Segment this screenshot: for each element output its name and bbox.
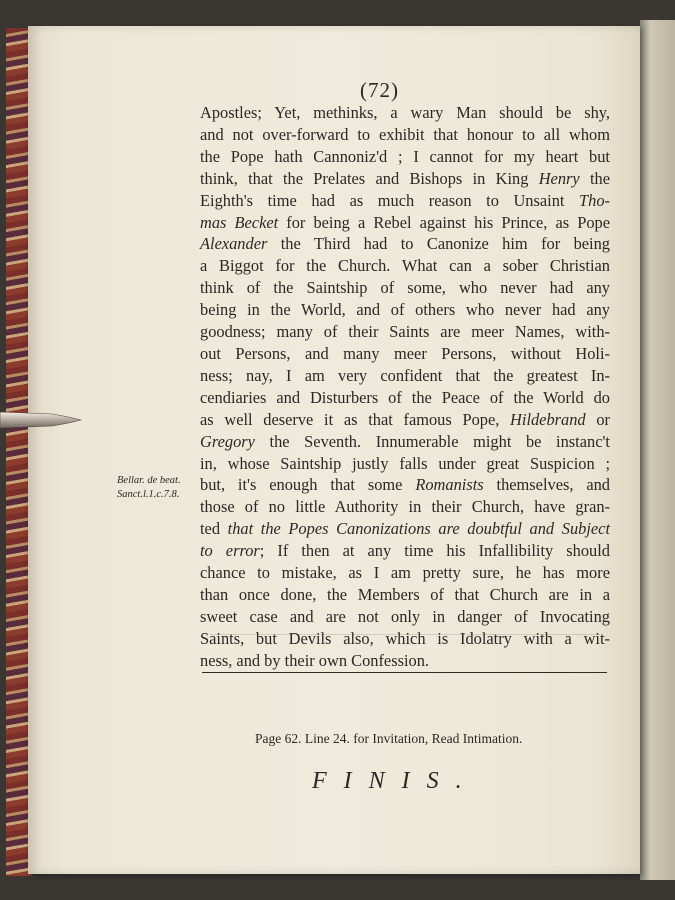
text-line bbox=[200, 299, 610, 321]
text-line bbox=[200, 474, 610, 496]
text-segment: ted bbox=[200, 519, 228, 539]
text-segment: goodness; many of their Saints are meer Names, with- bbox=[200, 322, 610, 342]
text-segment: or bbox=[585, 409, 610, 429]
text-segment: out Persons, and many meer Persons, without Holi- bbox=[200, 343, 610, 363]
text-line bbox=[200, 124, 610, 146]
text-line bbox=[200, 387, 610, 409]
text-line bbox=[200, 365, 610, 387]
italic-segment: ; If then at any time his Infallibility should bbox=[259, 541, 610, 561]
text-segment: think of the Saintship of some, who never had any bbox=[200, 278, 610, 298]
text-line bbox=[200, 496, 610, 518]
text-line bbox=[200, 255, 610, 277]
text-line bbox=[200, 562, 610, 584]
text-segment: and not over-forward to exhibit that honour to all whom bbox=[200, 124, 610, 144]
text-segment: than once done, the Members of that Church are in a bbox=[200, 584, 610, 604]
text-segment: Saints, but Devils also, which is Idolatry with a wit- bbox=[200, 628, 610, 648]
text-line bbox=[200, 650, 610, 672]
erratum-wrong: Invitation bbox=[372, 731, 425, 746]
erratum-middle: , Read bbox=[424, 731, 463, 746]
text-line bbox=[200, 146, 610, 168]
text-segment: ness, and by their own Confession. bbox=[200, 650, 429, 670]
text-line bbox=[200, 628, 610, 650]
text-segment: chance to mistake, as I am pretty sure, he has more bbox=[200, 563, 610, 583]
text-segment: those of no little Authority in their Church, have gran- bbox=[200, 497, 610, 517]
text-segment: sweet case and are not only in danger of Invocating bbox=[200, 606, 610, 626]
text-line bbox=[200, 518, 610, 540]
page-number: (72) bbox=[360, 78, 399, 102]
erratum-note bbox=[255, 731, 522, 747]
italic-segment: Tho- bbox=[579, 190, 610, 210]
pointer-stylus-icon bbox=[0, 409, 82, 431]
text-line bbox=[200, 343, 610, 365]
italic-segment: Henry bbox=[538, 168, 580, 188]
text-segment: themselves, and bbox=[483, 475, 610, 495]
faint-divider bbox=[210, 634, 600, 635]
text-segment: ness; nay, I am very confident that the greatest In- bbox=[200, 365, 610, 385]
text-segment: think, that the Prelates and Bishops in King bbox=[200, 168, 539, 188]
italic-segment: Gregory bbox=[200, 431, 255, 451]
finis-heading: FINIS. bbox=[312, 768, 479, 794]
text-segment: the Seventh. Innumerable might be instanc't bbox=[254, 431, 610, 451]
margin-citation-line-1: Bellar. de beat. bbox=[117, 475, 181, 486]
text-segment: the Third had to Canonize him for being bbox=[267, 234, 610, 254]
body-text bbox=[200, 102, 610, 672]
text-line bbox=[200, 606, 610, 628]
erratum-right: Intimation. bbox=[462, 731, 523, 746]
text-line bbox=[200, 233, 610, 255]
text-segment: a Biggot for the Church. What can a sober Christian bbox=[200, 256, 610, 276]
text-segment: in, whose Saintship justly falls under great Suspicion ; bbox=[200, 453, 610, 473]
italic-segment: Romanists bbox=[415, 475, 484, 495]
section-divider bbox=[202, 672, 607, 673]
text-segment: for being a Rebel against his Prince, as Pope bbox=[278, 212, 610, 232]
text-segment: to error bbox=[200, 541, 260, 561]
text-segment: as well deserve it as that famous Pope, bbox=[200, 409, 511, 429]
text-segment: Eighth's time had as much reason to Unsaint bbox=[200, 190, 580, 210]
erratum-prefix: Page 62. Line 24. for bbox=[255, 731, 373, 746]
text-segment: cendiaries and Disturbers of the Peace of the World do bbox=[200, 387, 610, 407]
text-segment: the Pope hath Cannoniz'd ; I cannot for my heart but bbox=[200, 146, 610, 166]
italic-segment: mas Becket bbox=[200, 212, 279, 232]
text-line bbox=[200, 584, 610, 606]
text-line bbox=[200, 168, 610, 190]
text-line bbox=[200, 540, 610, 562]
text-segment: being in the World, and of others who never had any bbox=[200, 300, 610, 320]
text-segment: the bbox=[579, 168, 610, 188]
text-line bbox=[200, 277, 610, 299]
italic-segment: Hildebrand bbox=[510, 409, 586, 429]
text-line bbox=[200, 321, 610, 343]
book-fore-edge bbox=[640, 20, 675, 880]
text-line bbox=[200, 453, 610, 475]
margin-citation-line-2: Sanct.l.1.c.7.8. bbox=[117, 489, 180, 500]
text-line bbox=[200, 102, 610, 124]
text-line bbox=[200, 409, 610, 431]
margin-citation bbox=[117, 474, 197, 502]
text-segment: Apostles; Yet, methinks, a wary Man should be shy, bbox=[200, 103, 610, 122]
text-line bbox=[200, 431, 610, 453]
italic-segment: Alexander bbox=[200, 234, 268, 254]
text-line bbox=[200, 190, 610, 212]
text-line bbox=[200, 212, 610, 234]
text-segment: but, it's enough that some bbox=[200, 475, 416, 495]
italic-segment: that the Popes Canonizations are doubtful and Subject bbox=[227, 519, 610, 539]
